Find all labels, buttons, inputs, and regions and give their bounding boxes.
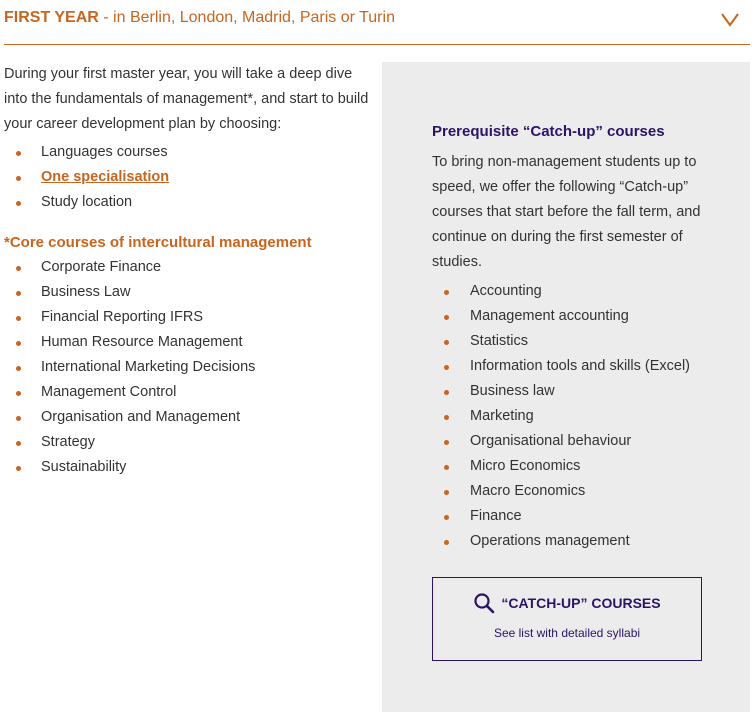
chevron-down-icon[interactable] bbox=[720, 12, 740, 28]
list-item: Organisational behaviour bbox=[432, 429, 722, 454]
prerequisite-text: To bring non-management students up to speed, we offer the following “Catch-up” courses that start before the fall term, and continue on during the first semester of studies. bbox=[432, 154, 701, 270]
list-item: Accounting bbox=[432, 279, 722, 304]
list-item: Organisation and Management bbox=[4, 405, 369, 430]
list-item: Marketing bbox=[432, 404, 722, 429]
list-item: Human Resource Management bbox=[4, 330, 369, 355]
list-item: Management Control bbox=[4, 380, 369, 405]
list-item: Languages courses bbox=[4, 140, 369, 165]
catch-up-button-sublabel: See list with detailed syllabi bbox=[493, 626, 641, 640]
first-year-description bbox=[4, 62, 369, 480]
one-specialisation-link[interactable]: One specialisation bbox=[41, 169, 170, 185]
list-item: Sustainability bbox=[4, 455, 369, 480]
list-item: Finance bbox=[432, 504, 722, 529]
accordion-title-locations: - in Berlin, London, Madrid, Paris or Turin bbox=[98, 9, 395, 26]
prerequisite-title: Prerequisite “Catch-up” courses bbox=[432, 123, 665, 140]
list-item: Study location bbox=[4, 190, 369, 215]
catch-up-button-label: “CATCH-UP” COURSES bbox=[501, 595, 661, 611]
list-item: Corporate Finance bbox=[4, 255, 369, 280]
list-item: Information tools and skills (Excel) bbox=[432, 354, 722, 379]
accordion-header[interactable] bbox=[4, 0, 750, 45]
catch-up-courses-button[interactable] bbox=[432, 577, 702, 661]
list-item: Business law bbox=[432, 379, 722, 404]
list-item: Financial Reporting IFRS bbox=[4, 305, 369, 330]
core-courses-list bbox=[4, 255, 369, 480]
list-item: Macro Economics bbox=[432, 479, 722, 504]
list-item: Micro Economics bbox=[432, 454, 722, 479]
accordion-title bbox=[4, 9, 395, 27]
intro-text: During your first master year, you will take a deep dive into the fundamentals of management*, and start to build your career development plan by choosing: bbox=[4, 66, 369, 132]
list-item: Statistics bbox=[432, 329, 722, 354]
core-courses-title: *Core courses of intercultural management bbox=[4, 234, 312, 251]
list-item: Strategy bbox=[4, 430, 369, 455]
list-item: Business Law bbox=[4, 280, 369, 305]
catch-up-panel bbox=[382, 62, 750, 712]
search-icon bbox=[473, 592, 495, 614]
list-item: International Marketing Decisions bbox=[4, 355, 369, 380]
catch-up-courses-list bbox=[432, 279, 722, 554]
list-item bbox=[4, 165, 369, 190]
accordion-title-bold: FIRST YEAR bbox=[4, 9, 99, 26]
choices-list bbox=[4, 140, 369, 215]
list-item: Management accounting bbox=[432, 304, 722, 329]
list-item: Operations management bbox=[432, 529, 722, 554]
